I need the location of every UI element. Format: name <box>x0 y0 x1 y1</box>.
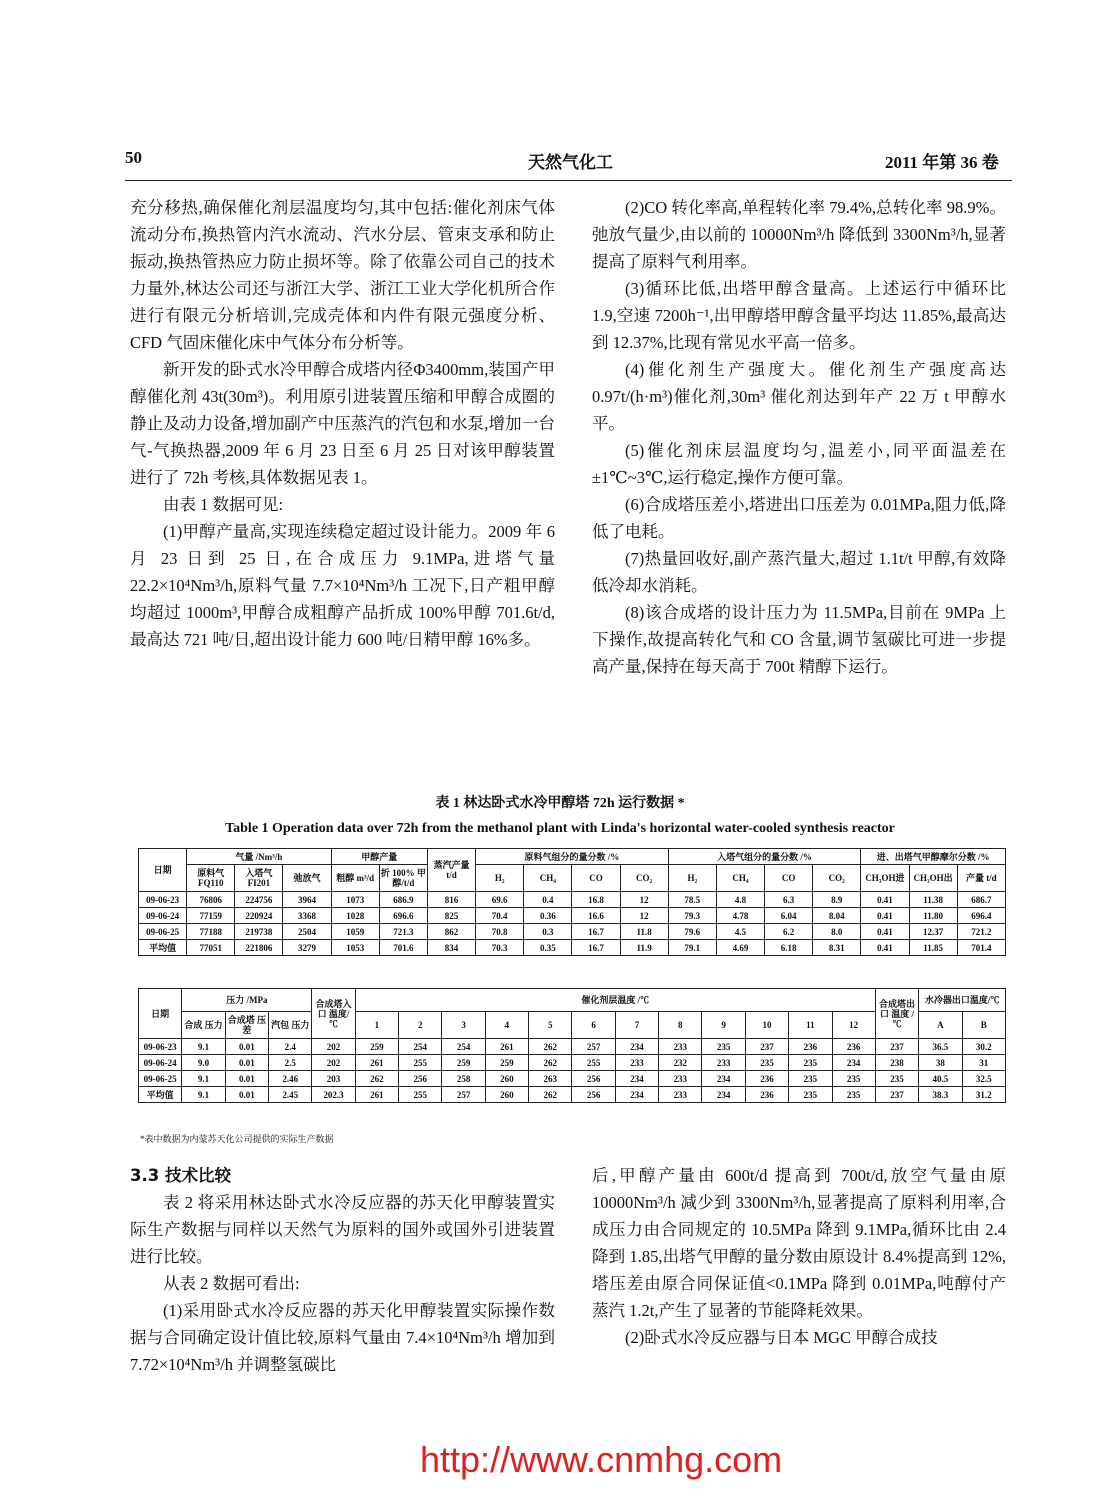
table-cell: 催化剂层温度 /℃ <box>355 989 875 1012</box>
table-cell: 16.7 <box>572 940 620 956</box>
table-cell: 9.1 <box>182 1087 225 1103</box>
table-cell: 235 <box>789 1055 832 1071</box>
table-cell: 1028 <box>331 908 379 924</box>
table-cell: 1 <box>355 1012 398 1039</box>
table-cell: 3279 <box>283 940 331 956</box>
table-cell: 256 <box>572 1071 615 1087</box>
table-cell: 11.9 <box>620 940 668 956</box>
table-cell: 233 <box>659 1087 702 1103</box>
table-cell: 78.5 <box>668 892 716 908</box>
table-cell: 1059 <box>331 924 379 940</box>
right-column-top <box>592 194 1006 680</box>
table-caption-en: Table 1 Operation data over 72h from the methanol plant with Linda's horizontal water-cooled synthesis reactor <box>225 821 895 836</box>
table-cell: 77051 <box>187 940 235 956</box>
paragraph: (6)合成塔压差小,塔进出口压差为 0.01MPa,阻力低,降低了电耗。 <box>592 495 1006 541</box>
table-cell: 0.01 <box>225 1039 268 1055</box>
table-cell: 2 <box>399 1012 442 1039</box>
table-cell: 气量 /Nm³/h <box>187 849 331 865</box>
table-cell: 236 <box>745 1087 788 1103</box>
table-cell: 09-06-24 <box>139 908 187 924</box>
table-cell: 0.01 <box>225 1071 268 1087</box>
table-cell: CO <box>572 865 620 892</box>
table-cell: 202.3 <box>312 1087 355 1103</box>
table-cell: 0.41 <box>861 940 909 956</box>
table-cell: 6.04 <box>765 908 813 924</box>
table-cell: CH₄ <box>524 865 572 892</box>
table-cell: 2.4 <box>269 1039 312 1055</box>
paragraph: (8)该合成塔的设计压力为 11.5MPa,目前在 9MPa 上下操作,故提高转化气和 CO 含量,调节氢碳比可进一步提高产量,保持在每天高于 700t 精醇下运行。 <box>592 603 1006 676</box>
table-cell: 235 <box>875 1071 918 1087</box>
table-caption-cn: 表 1 林达卧式水冷甲醇塔 72h 运行数据 * <box>435 796 685 811</box>
table-cell: 260 <box>485 1087 528 1103</box>
table-cell: 233 <box>659 1039 702 1055</box>
table-cell: 701.4 <box>957 940 1005 956</box>
table-cell: 3368 <box>283 908 331 924</box>
table-cell: 79.3 <box>668 908 716 924</box>
table-cell: 09-06-24 <box>139 1055 182 1071</box>
table-cell: 235 <box>745 1055 788 1071</box>
table-row <box>139 1055 1006 1071</box>
table-cell: 弛放气 <box>283 865 331 892</box>
table-cell: 折 100% 甲醇/t/d <box>379 865 427 892</box>
table-cell: 原料气 FQ110 <box>187 865 235 892</box>
table-cell: 259 <box>485 1055 528 1071</box>
table-cell: 38.3 <box>919 1087 962 1103</box>
table-cell: 1073 <box>331 892 379 908</box>
paragraph: (1)甲醇产量高,实现连续稳定超过设计能力。2009 年 6 月 23 日到 25 日,在合成压力 9.1MPa,进塔气量 22.2×10⁴Nm³/h,原料气量 7.7×10⁴Nm³/h 工况下,日产粗甲醇均超过 1000m³,甲醇合成粗醇产品折成 100%甲醇 701.6t/d,最高达 721 吨/日,超出设计能力 600 吨/日精甲醇 16%多。 <box>130 522 555 649</box>
left-column-top <box>130 194 555 653</box>
table-cell: 日期 <box>139 849 187 892</box>
table-cell: 202 <box>312 1055 355 1071</box>
table-cell: 862 <box>427 924 475 940</box>
table-cell: 09-06-23 <box>139 892 187 908</box>
table-cell: 30.2 <box>962 1039 1005 1055</box>
paragraph: (3)循环比低,出塔甲醇含量高。上述运行中循环比 1.9,空速 7200h⁻¹,出甲醇塔甲醇含量平均达 11.85%,最高达到 12.37%,比现有常见水平高一倍多。 <box>592 279 1006 352</box>
table-cell: 9 <box>702 1012 745 1039</box>
right-column-bottom <box>592 1162 1006 1351</box>
table-cell: 3 <box>442 1012 485 1039</box>
table-cell: 11 <box>789 1012 832 1039</box>
table-cell: 221806 <box>235 940 283 956</box>
table-cell: 77188 <box>187 924 235 940</box>
table-cell: 232 <box>659 1055 702 1071</box>
table-cell: 压力 /MPa <box>182 989 312 1012</box>
table-cell: 9.1 <box>182 1071 225 1087</box>
table-cell: 259 <box>442 1055 485 1071</box>
table-cell: 2.46 <box>269 1071 312 1087</box>
paragraph: 由表 1 数据可见: <box>163 495 284 514</box>
table-cell: 234 <box>832 1055 875 1071</box>
table-cell: 日期 <box>139 989 182 1039</box>
table-cell: CO₂ <box>620 865 668 892</box>
paragraph: (5)催化剂床层温度均匀,温差小,同平面温差在±1℃~3℃,运行稳定,操作方便可靠。 <box>592 441 1006 487</box>
table-cell: 6.2 <box>765 924 813 940</box>
table-cell: 入塔气组分的量分数 /% <box>668 849 861 865</box>
table-cell: 09-06-23 <box>139 1039 182 1055</box>
table-cell: 31 <box>962 1055 1005 1071</box>
table-cell: 219738 <box>235 924 283 940</box>
table-cell: 257 <box>572 1039 615 1055</box>
table-cell: 4.78 <box>716 908 764 924</box>
table-cell: CO₂ <box>813 865 861 892</box>
table-cell: 蒸汽产量 t/d <box>427 849 475 892</box>
table-cell: 0.41 <box>861 908 909 924</box>
table-cell: 11.38 <box>909 892 957 908</box>
table-cell: 70.4 <box>476 908 524 924</box>
table-cell: 696.6 <box>379 908 427 924</box>
table-cell: 263 <box>529 1071 572 1087</box>
table-cell: 255 <box>572 1055 615 1071</box>
table-cell: 12.37 <box>909 924 957 940</box>
table-cell: 237 <box>745 1039 788 1055</box>
watermark: http://www.cnmhg.com <box>420 1439 783 1480</box>
table-cell: 1053 <box>331 940 379 956</box>
table-cell: 2.45 <box>269 1087 312 1103</box>
table-cell: H₂ <box>668 865 716 892</box>
table-cell: 202 <box>312 1039 355 1055</box>
table-cell: 16.6 <box>572 908 620 924</box>
table-cell: 平均值 <box>139 940 187 956</box>
table-cell: 236 <box>789 1039 832 1055</box>
table-cell: 40.5 <box>919 1071 962 1087</box>
journal-name: 天然气化工 <box>528 153 613 172</box>
table-cell: 31.2 <box>962 1087 1005 1103</box>
table-cell: 8 <box>659 1012 702 1039</box>
table-cell: 77159 <box>187 908 235 924</box>
table-cell: 220924 <box>235 908 283 924</box>
table-cell: 11.80 <box>909 908 957 924</box>
paragraph: (2)CO 转化率高,单程转化率 79.4%,总转化率 98.9%。弛放气量少,由以前的 10000Nm³/h 降低到 3300Nm³/h,显著提高了原料气利用率。 <box>592 198 1006 271</box>
table-cell: 261 <box>485 1039 528 1055</box>
table-cell: 水冷器出口温度/℃ <box>919 989 1006 1012</box>
table-cell: 261 <box>355 1087 398 1103</box>
table-cell: 12 <box>620 892 668 908</box>
table-cell: 甲醇产量 <box>331 849 427 865</box>
table-cell: 721.3 <box>379 924 427 940</box>
table-cell: 260 <box>485 1071 528 1087</box>
table-cell: 4 <box>485 1012 528 1039</box>
table-cell: 11.85 <box>909 940 957 956</box>
table-row <box>139 1071 1006 1087</box>
table-cell: 8.31 <box>813 940 861 956</box>
table-cell: CO <box>765 865 813 892</box>
table-cell: 237 <box>875 1039 918 1055</box>
table-cell: H₂ <box>476 865 524 892</box>
table-cell: 平均值 <box>139 1087 182 1103</box>
table-cell: 4.8 <box>716 892 764 908</box>
table-cell: 76806 <box>187 892 235 908</box>
table-cell: 0.41 <box>861 892 909 908</box>
table-cell: 合成塔入口 温度/℃ <box>312 989 355 1039</box>
table-note: *表中数据为内蒙苏天化公司提供的实际生产数据 <box>140 1134 334 1144</box>
table-cell: 233 <box>702 1055 745 1071</box>
table-cell: 235 <box>832 1087 875 1103</box>
table-row <box>139 908 1006 924</box>
table-cell: 234 <box>702 1087 745 1103</box>
table-1-part-2 <box>138 988 1006 1103</box>
table-cell: 233 <box>615 1055 658 1071</box>
table-cell: 235 <box>789 1087 832 1103</box>
table-cell: 合成 压力 <box>182 1012 225 1039</box>
table-cell: CH₃OH出 <box>909 865 957 892</box>
table-cell: 262 <box>529 1087 572 1103</box>
section-heading: 3.3 技术比较 <box>130 1166 231 1185</box>
table-row <box>139 924 1006 940</box>
table-cell: 09-06-25 <box>139 1071 182 1087</box>
table-cell: 254 <box>442 1039 485 1055</box>
table-cell: 12 <box>832 1012 875 1039</box>
table-cell: 259 <box>355 1039 398 1055</box>
table-cell: A <box>919 1012 962 1039</box>
table-cell: 238 <box>875 1055 918 1071</box>
table-cell: 262 <box>355 1071 398 1087</box>
paragraph: 从表 2 数据可看出: <box>163 1274 300 1293</box>
table-cell: 6.3 <box>765 892 813 908</box>
table-cell: 7 <box>615 1012 658 1039</box>
table-cell: 234 <box>615 1087 658 1103</box>
table-cell: 686.9 <box>379 892 427 908</box>
table-cell: CH₃OH进 <box>861 865 909 892</box>
table-cell: 834 <box>427 940 475 956</box>
table-cell: 汽包 压力 <box>269 1012 312 1039</box>
issue-info: 2011 年第 36 卷 <box>885 153 999 172</box>
table-cell: 5 <box>529 1012 572 1039</box>
paragraph: 新开发的卧式水冷甲醇合成塔内径Φ3400mm,装国产甲醇催化剂 43t(30m³)。利用原引进装置压缩和甲醇合成圈的静止及动力设备,增加副产中压蒸汽的汽包和水泵,增加一台气-气换热器,2009 年 6 月 23 日至 6 月 25 日对该甲醇装置进行了 72h 考核,具体数据见表 1。 <box>130 360 555 487</box>
table-cell: 237 <box>875 1087 918 1103</box>
table-cell: 4.5 <box>716 924 764 940</box>
table-cell: 235 <box>832 1071 875 1087</box>
table-cell: 255 <box>399 1055 442 1071</box>
table-cell: 合成塔 压差 <box>225 1012 268 1039</box>
table-cell: 16.8 <box>572 892 620 908</box>
table-cell: 236 <box>745 1071 788 1087</box>
table-cell: 70.8 <box>476 924 524 940</box>
table-cell: 825 <box>427 908 475 924</box>
table-row <box>139 940 1006 956</box>
table-cell: 入塔气 FI201 <box>235 865 283 892</box>
paragraph: (7)热量回收好,副产蒸汽量大,超过 1.1t/t 甲醇,有效降低冷却水消耗。 <box>592 549 1006 595</box>
paragraph: 后,甲醇产量由 600t/d 提高到 700t/d,放空气量由原 10000Nm³/h 减少到 3300Nm³/h,显著提高了原料利用率,合成压力由合同规定的 10.5MPa 降到 9.1MPa,循环比由 2.4 降到 1.85,出塔气甲醇的量分数由原设计 8.4%提高到 12%,塔压差由原合同保证值<0.1MPa 降到 0.01MPa,吨醇付产蒸汽 1.2t,产生了显著的节能降耗效果。 <box>592 1166 1006 1320</box>
table-cell: 255 <box>399 1087 442 1103</box>
table-cell: 3964 <box>283 892 331 908</box>
table-cell: 816 <box>427 892 475 908</box>
table-cell: 9.0 <box>182 1055 225 1071</box>
table-cell: 0.01 <box>225 1087 268 1103</box>
paragraph: 表 2 将采用林达卧式水冷反应器的苏天化甲醇装置实际生产数据与同样以天然气为原料的国外或国外引进装置进行比较。 <box>130 1193 555 1266</box>
table-cell: 粗醇 m³/d <box>331 865 379 892</box>
table-cell: 0.3 <box>524 924 572 940</box>
table-cell: 234 <box>615 1039 658 1055</box>
table-cell: 254 <box>399 1039 442 1055</box>
table-cell: 79.1 <box>668 940 716 956</box>
table-cell: 235 <box>789 1071 832 1087</box>
paragraph: 充分移热,确保催化剂层温度均匀,其中包括:催化剂床气体流动分布,换热管内汽水流动、汽水分层、管束支承和防止振动,换热管热应力防止损坏等。除了依靠公司自己的技术力量外,林达公司还与浙江大学、浙江工业大学化机所合作进行有限元分析培训,完成壳体和内件有限元强度分析、CFD 气固床催化床中气体分布分析等。 <box>130 198 555 352</box>
table-cell: 224756 <box>235 892 283 908</box>
table-cell: 696.4 <box>957 908 1005 924</box>
table-cell: 8.0 <box>813 924 861 940</box>
table-cell: 合成塔出口 温度 /℃ <box>875 989 918 1039</box>
table-1-part-1 <box>138 848 1006 956</box>
table-row <box>139 1039 1006 1055</box>
table-cell: 236 <box>832 1039 875 1055</box>
table-cell: 2.5 <box>269 1055 312 1071</box>
paragraph: (4)催化剂生产强度大。催化剂生产强度高达 0.97t/(h·m³)催化剂,30m³ 催化剂达到年产 22 万 t 甲醇水平。 <box>592 360 1006 433</box>
table-cell: 8.04 <box>813 908 861 924</box>
table-cell: 9.1 <box>182 1039 225 1055</box>
table-cell: 38 <box>919 1055 962 1071</box>
table-cell: 70.3 <box>476 940 524 956</box>
paragraph: (2)卧式水冷反应器与日本 MGC 甲醇合成技 <box>625 1328 938 1347</box>
table-cell: 257 <box>442 1087 485 1103</box>
header-rule <box>125 180 1012 181</box>
table-cell: 6 <box>572 1012 615 1039</box>
table-cell: 69.6 <box>476 892 524 908</box>
left-column-bottom <box>130 1162 555 1378</box>
table-cell: 0.36 <box>524 908 572 924</box>
table-cell: 12 <box>620 908 668 924</box>
table-cell: 原料气组分的量分数 /% <box>476 849 669 865</box>
table-cell: 4.69 <box>716 940 764 956</box>
table-cell: 686.7 <box>957 892 1005 908</box>
table-cell: 203 <box>312 1071 355 1087</box>
table-cell: 8.9 <box>813 892 861 908</box>
table-cell: 6.18 <box>765 940 813 956</box>
table-cell: 32.5 <box>962 1071 1005 1087</box>
table-cell: 79.6 <box>668 924 716 940</box>
table-cell: 258 <box>442 1071 485 1087</box>
table-cell: 09-06-25 <box>139 924 187 940</box>
table-cell: B <box>962 1012 1005 1039</box>
table-row <box>139 1087 1006 1103</box>
table-cell: 11.8 <box>620 924 668 940</box>
table-cell: CH₄ <box>716 865 764 892</box>
table-cell: 234 <box>702 1071 745 1087</box>
table-cell: 234 <box>615 1071 658 1087</box>
table-cell: 进、出塔气甲醇摩尔分数 /% <box>861 849 1006 865</box>
table-cell: 0.35 <box>524 940 572 956</box>
table-cell: 721.2 <box>957 924 1005 940</box>
table-cell: 0.41 <box>861 924 909 940</box>
table-cell: 36.5 <box>919 1039 962 1055</box>
table-cell: 701.6 <box>379 940 427 956</box>
table-cell: 2504 <box>283 924 331 940</box>
table-cell: 261 <box>355 1055 398 1071</box>
table-cell: 233 <box>659 1071 702 1087</box>
table-cell: 16.7 <box>572 924 620 940</box>
table-cell: 235 <box>702 1039 745 1055</box>
table-cell: 256 <box>399 1071 442 1087</box>
table-cell: 产量 t/d <box>957 865 1005 892</box>
table-cell: 262 <box>529 1055 572 1071</box>
table-cell: 256 <box>572 1087 615 1103</box>
paragraph: (1)采用卧式水冷反应器的苏天化甲醇装置实际操作数据与合同确定设计值比较,原料气量由 7.4×10⁴Nm³/h 增加到 7.72×10⁴Nm³/h 并调整氢碳比 <box>130 1301 555 1374</box>
page-number: 50 <box>125 148 142 167</box>
table-cell: 0.4 <box>524 892 572 908</box>
table-cell: 262 <box>529 1039 572 1055</box>
table-row <box>139 892 1006 908</box>
table-cell: 10 <box>745 1012 788 1039</box>
table-cell: 0.01 <box>225 1055 268 1071</box>
